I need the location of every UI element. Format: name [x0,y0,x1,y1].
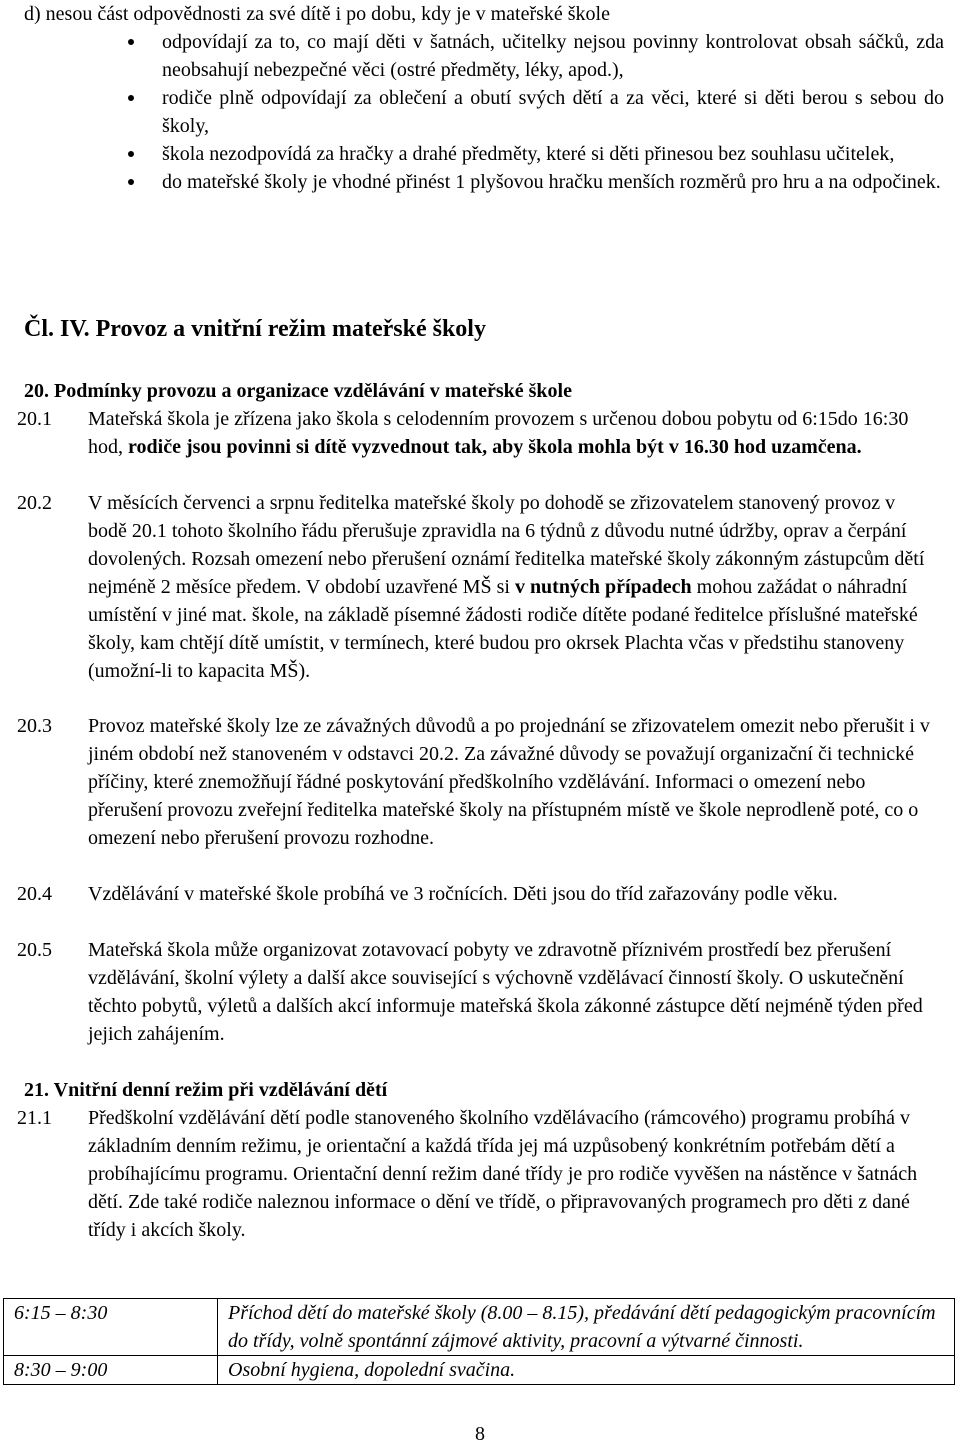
paragraph-number: 20.4 [17,883,52,905]
paragraph-body: V měsících červenci a srpnu ředitelka mateřské školy po dohodě se zřizovatelem stanovený provoz v bodě 20.1 tohoto školního řádu přerušuje zpravidla na 6 týdnů z důvodu nutné údržby, oprav a čerpání dovolených. Rozsah omezení nebo přerušení oznámí ředitelka mateřské školy zákonným zástupcům dětí nejméně 2 měsíce předem. V období uzavřené MŠ si v nutných případech mohou zažádat o náhradní umístění v jiné mat. škole, na základě písemné žádosti rodiče dítěte podané ředitelce příslušné mateřské školy, kam chtějí dítě umístit, v termínech, které budou pro okrsek Plachta včas v předstihu stanoveny (umožní-li to kapacita MŠ). [88,492,925,682]
schedule-activity: Příchod dětí do mateřské školy (8.00 – 8.15), předávání dětí pedagogickým pracovnícím do třídy, volně spontánní zájmové aktivity, pracovní a výtvarné činnosti. [218,1299,955,1356]
paragraph-20-3 [17,712,942,852]
paragraph-number: 21.1 [17,1107,52,1129]
daily-schedule-table [3,1298,955,1385]
paragraph-number: 20.3 [17,715,52,737]
list-item: do mateřské školy je vhodné přinést 1 plyšovou hračku menších rozměrů pro hru a na odpočinek. [24,168,944,196]
paragraph-body: Mateřská škola je zřízena jako škola s celodenním provozem s určenou dobou pobytu od 6:15do 16:30 hod, rodiče jsou povinni si dítě vyzvednout tak, aby škola mohla být v 16.30 hod uzamčena. [88,408,909,458]
paragraph-number: 20.5 [17,939,52,961]
paragraph-20-5 [17,936,942,1048]
bullet-list [24,28,944,196]
bold-phrase: v nutných případech [514,576,692,598]
paragraph-number: 20.2 [17,492,52,514]
list-item: odpovídají za to, co mají děti v šatnách, učitelky nejsou povinny kontrolovat obsah sáčků, zda neobsahují nebezpečné věci (ostré předměty, léky, apod.), [24,28,944,84]
page-number: 8 [475,1423,485,1445]
list-item: škola nezodpovídá za hračky a drahé předměty, které si děti přinesou bez souhlasu učitelek, [24,140,944,168]
schedule-time: 8:30 – 9:00 [4,1356,218,1385]
list-item: rodiče plně odpovídají za oblečení a obutí svých dětí a za věci, které si děti berou s sebou do školy, [24,84,944,140]
section-20-title: 20. Podmínky provozu a organizace vzdělávání v mateřské škole [24,380,572,402]
intro-heading: d) nesou část odpovědnosti za své dítě i po dobu, kdy je v mateřské škole [24,3,610,25]
bullet-icon [128,179,134,185]
bullet-icon [128,95,134,101]
schedule-time: 6:15 – 8:30 [4,1299,218,1356]
intro-block [24,0,944,196]
paragraph-number: 20.1 [17,408,52,430]
bullet-icon [128,151,134,157]
chapter-title: Čl. IV. Provoz a vnitřní režim mateřské školy [24,316,486,342]
bold-notice: rodiče jsou povinni si dítě vyzvednout tak, aby škola mohla být v 16.30 hod uzamčena. [128,436,862,458]
paragraph-body: Předškolní vzdělávání dětí podle stanoveného školního vzdělávacího (rámcového) programu probíhá v základním denním režimu, je orientační a každá třída jej má uzpůsobený konkrétním potřebám dětí a probíhajícímu programu. Orientační denní režim dané třídy je pro rodiče vyvěšen na nástěnce v šatnách dětí. Zde také rodiče naleznou informace o dění ve třídě, o připravovaných programech pro děti z dané třídy i akcích školy. [88,1107,918,1241]
paragraph-body: Mateřská škola může organizovat zotavovací pobyty ve zdravotně příznivém prostředí bez přerušení vzdělávání, školní výlety a další akce související s výchovně vzdělávací činností školy. O uskutečnění těchto pobytů, výletů a dalších akcí informuje mateřská škola zákonné zástupce dětí nejméně týden před jejich zahájením. [88,939,923,1045]
table-row [4,1356,955,1385]
paragraph-20-1 [17,405,942,461]
paragraph-21-1 [17,1104,942,1244]
paragraph-20-4 [17,880,942,908]
paragraph-body: Provoz mateřské školy lze ze závažných důvodů a po projednání se zřizovatelem omezit nebo přerušit i v jiném období než stanoveném v odstavci 20.2. Za závažné důvody se považují organizační či technické příčiny, které znemožňují řádné poskytování předškolního vzdělávání. Informaci o omezení nebo přerušení provozu zveřejní ředitelka mateřské školy na přístupném místě ve škole neprodleně poté, co o omezení nebo přerušení provozu rozhodne. [88,715,930,849]
section-21-title: 21. Vnitřní denní režim při vzdělávání dětí [24,1079,388,1101]
table-row [4,1299,955,1356]
schedule-activity: Osobní hygiena, dopolední svačina. [218,1356,955,1385]
paragraph-body: Vzdělávání v mateřské škole probíhá ve 3 ročnících. Děti jsou do tříd zařazovány podle věku. [88,883,838,905]
bullet-icon [128,39,134,45]
paragraph-20-2 [17,489,942,685]
